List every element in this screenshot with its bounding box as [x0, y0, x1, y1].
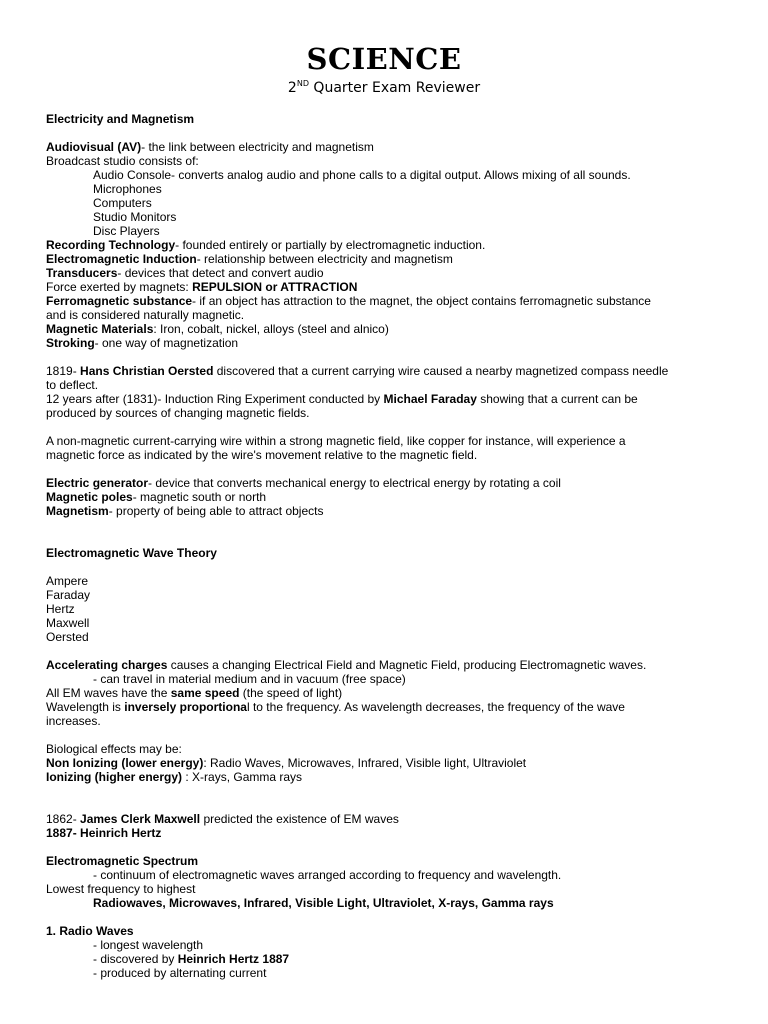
text-run: predicted the existence of EM waves	[200, 812, 399, 826]
text-line	[46, 490, 266, 504]
text-run: showing that a current can be	[476, 392, 638, 406]
text-line	[46, 364, 668, 378]
subtitle-ordinal-suffix: ND	[296, 79, 309, 88]
text-line	[46, 546, 217, 560]
text-line	[46, 756, 526, 770]
bold-term: Audiovisual (AV)	[46, 140, 142, 154]
text-line	[46, 770, 302, 784]
bold-term: REPULSION or ATTRACTION	[192, 280, 358, 294]
bold-term: James Clerk Maxwell	[80, 812, 201, 826]
text-line	[46, 812, 399, 826]
bold-term: Michael Faraday	[383, 392, 477, 406]
text-line	[46, 140, 374, 154]
text-line	[46, 448, 477, 462]
text-run: Microphones	[93, 182, 162, 196]
text-run: Disc Players	[93, 224, 160, 238]
text-run: - one way of magnetization	[94, 336, 239, 350]
text-run: (the speed of light)	[239, 686, 343, 700]
text-run: 1862-	[46, 812, 81, 826]
bold-term: Magnetism	[46, 504, 109, 518]
text-line	[46, 434, 626, 448]
text-line	[46, 294, 651, 308]
text-line	[93, 896, 554, 910]
text-line	[46, 630, 89, 644]
text-line	[93, 224, 160, 238]
text-line	[46, 280, 357, 294]
text-run: - the link between electricity and magnetism	[141, 140, 374, 154]
text-line	[46, 924, 134, 938]
bold-term: 1. Radio Waves	[46, 924, 134, 938]
bold-term: Non Ionizing (lower energy)	[46, 756, 204, 770]
bold-term: Heinrich Hertz 1887	[177, 952, 290, 966]
text-run: produced by sources of changing magnetic fields.	[46, 406, 310, 420]
text-line	[46, 406, 310, 420]
text-run: All EM waves have the	[46, 686, 171, 700]
bold-term: Magnetic poles	[46, 490, 133, 504]
document-title: SCIENCE	[306, 42, 462, 76]
bold-term: same speed	[170, 686, 240, 700]
text-run: Audio Console- converts analog audio and phone calls to a digital output. Allows mixing of all sounds.	[93, 168, 631, 182]
text-run: Broadcast studio consists of:	[46, 154, 199, 168]
text-run: magnetic force as indicated by the wire's movement relative to the magnetic field.	[46, 448, 478, 462]
text-line	[46, 252, 453, 266]
text-run: - if an object has attraction to the magnet, the object contains ferromagnetic substance	[192, 294, 651, 308]
text-line	[93, 196, 152, 210]
bold-term: Hans Christian Oersted	[80, 364, 214, 378]
text-run: Ampere	[46, 574, 89, 588]
text-line	[46, 154, 199, 168]
text-line	[46, 378, 98, 392]
text-line	[93, 672, 406, 686]
document-subtitle	[0, 80, 768, 96]
text-line	[46, 574, 88, 588]
text-line	[46, 854, 198, 868]
bold-term: Recording Technology	[46, 238, 176, 252]
text-run: - founded entirely or partially by electromagnetic induction.	[175, 238, 486, 252]
text-run: Studio Monitors	[93, 210, 177, 224]
text-line	[46, 700, 625, 714]
text-line	[46, 266, 324, 280]
text-line	[46, 686, 342, 700]
text-line	[46, 658, 646, 672]
text-run: - devices that detect and convert audio	[117, 266, 324, 280]
bold-term: Transducers	[46, 266, 118, 280]
text-line	[46, 588, 90, 602]
text-line	[93, 182, 162, 196]
text-line	[46, 826, 161, 840]
text-line	[46, 602, 75, 616]
text-line	[46, 308, 244, 322]
text-line	[46, 392, 638, 406]
text-run: l to the frequency. As wavelength decreases, the frequency of the wave	[246, 700, 625, 714]
text-run: - property of being able to attract objects	[108, 504, 324, 518]
bold-term: Electric generator	[46, 476, 149, 490]
subtitle-number: 2	[287, 80, 297, 96]
text-run: - relationship between electricity and magnetism	[196, 252, 453, 266]
text-run: Wavelength is	[46, 700, 125, 714]
text-line	[46, 714, 101, 728]
bold-term: Magnetic Materials	[46, 322, 154, 336]
bold-term: Stroking	[46, 336, 95, 350]
text-line	[46, 322, 389, 336]
text-run: Lowest frequency to highest	[46, 882, 196, 896]
text-run: A non-magnetic current-carrying wire within a strong magnetic field, like copper for instance, will experience a	[46, 434, 626, 448]
text-run: causes a changing Electrical Field and Magnetic Field, producing Electromagnetic waves.	[167, 658, 647, 672]
text-run: 1819-	[46, 364, 81, 378]
text-run: to deflect.	[46, 378, 99, 392]
text-line	[93, 938, 203, 952]
text-run: - device that converts mechanical energy to electrical energy by rotating a coil	[148, 476, 561, 490]
text-run: Hertz	[46, 602, 75, 616]
bold-term: Electromagnetic Wave Theory	[46, 546, 217, 560]
text-run: increases.	[46, 714, 101, 728]
text-line	[93, 168, 631, 182]
text-run: Force exerted by magnets:	[46, 280, 193, 294]
text-run: - continuum of electromagnetic waves arranged according to frequency and wavelength.	[93, 868, 562, 882]
bold-term: Electricity and Magnetism	[46, 112, 195, 126]
text-run: 12 years after (1831)- Induction Ring Experiment conducted by	[46, 392, 384, 406]
text-run: Biological effects may be:	[46, 742, 182, 756]
bold-term: Ionizing (higher energy)	[46, 770, 183, 784]
text-run: - longest wavelength	[93, 938, 204, 952]
text-line	[93, 210, 176, 224]
text-run: - magnetic south or north	[132, 490, 267, 504]
text-run: Faraday	[46, 588, 91, 602]
text-run: : Radio Waves, Microwaves, Infrared, Visible light, Ultraviolet	[203, 756, 527, 770]
text-line	[93, 952, 289, 966]
text-line	[46, 616, 89, 630]
bold-term: Accelerating charges	[46, 658, 168, 672]
text-run: Maxwell	[46, 616, 90, 630]
text-run: - can travel in material medium and in vacuum (free space)	[93, 672, 406, 686]
text-line	[46, 504, 323, 518]
bold-term: Electromagnetic Spectrum	[46, 854, 199, 868]
bold-term: Electromagnetic Induction	[46, 252, 197, 266]
text-run: - produced by alternating current	[93, 966, 267, 980]
text-line	[46, 742, 182, 756]
bold-term: Radiowaves, Microwaves, Infrared, Visible Light, Ultraviolet, X-rays, Gamma rays	[93, 896, 554, 910]
text-run: discovered that a current carrying wire caused a nearby magnetized compass needle	[213, 364, 669, 378]
text-run: - discovered by	[93, 952, 178, 966]
text-line	[46, 476, 561, 490]
subtitle-text: Quarter Exam Reviewer	[308, 80, 481, 96]
text-line	[46, 238, 485, 252]
text-line	[93, 868, 561, 882]
text-line	[93, 966, 266, 980]
text-run: : X-rays, Gamma rays	[182, 770, 303, 784]
bold-term: Ferromagnetic substance	[46, 294, 193, 308]
text-run: and is considered naturally magnetic.	[46, 308, 245, 322]
text-line	[46, 336, 238, 350]
text-run: : Iron, cobalt, nickel, alloys (steel and alnico)	[153, 322, 389, 336]
bold-term: inversely proportiona	[124, 700, 247, 714]
text-run: Oersted	[46, 630, 89, 644]
text-run: Computers	[93, 196, 152, 210]
text-line	[46, 112, 194, 126]
bold-term: 1887- Heinrich Hertz	[46, 826, 162, 840]
text-line	[46, 882, 195, 896]
